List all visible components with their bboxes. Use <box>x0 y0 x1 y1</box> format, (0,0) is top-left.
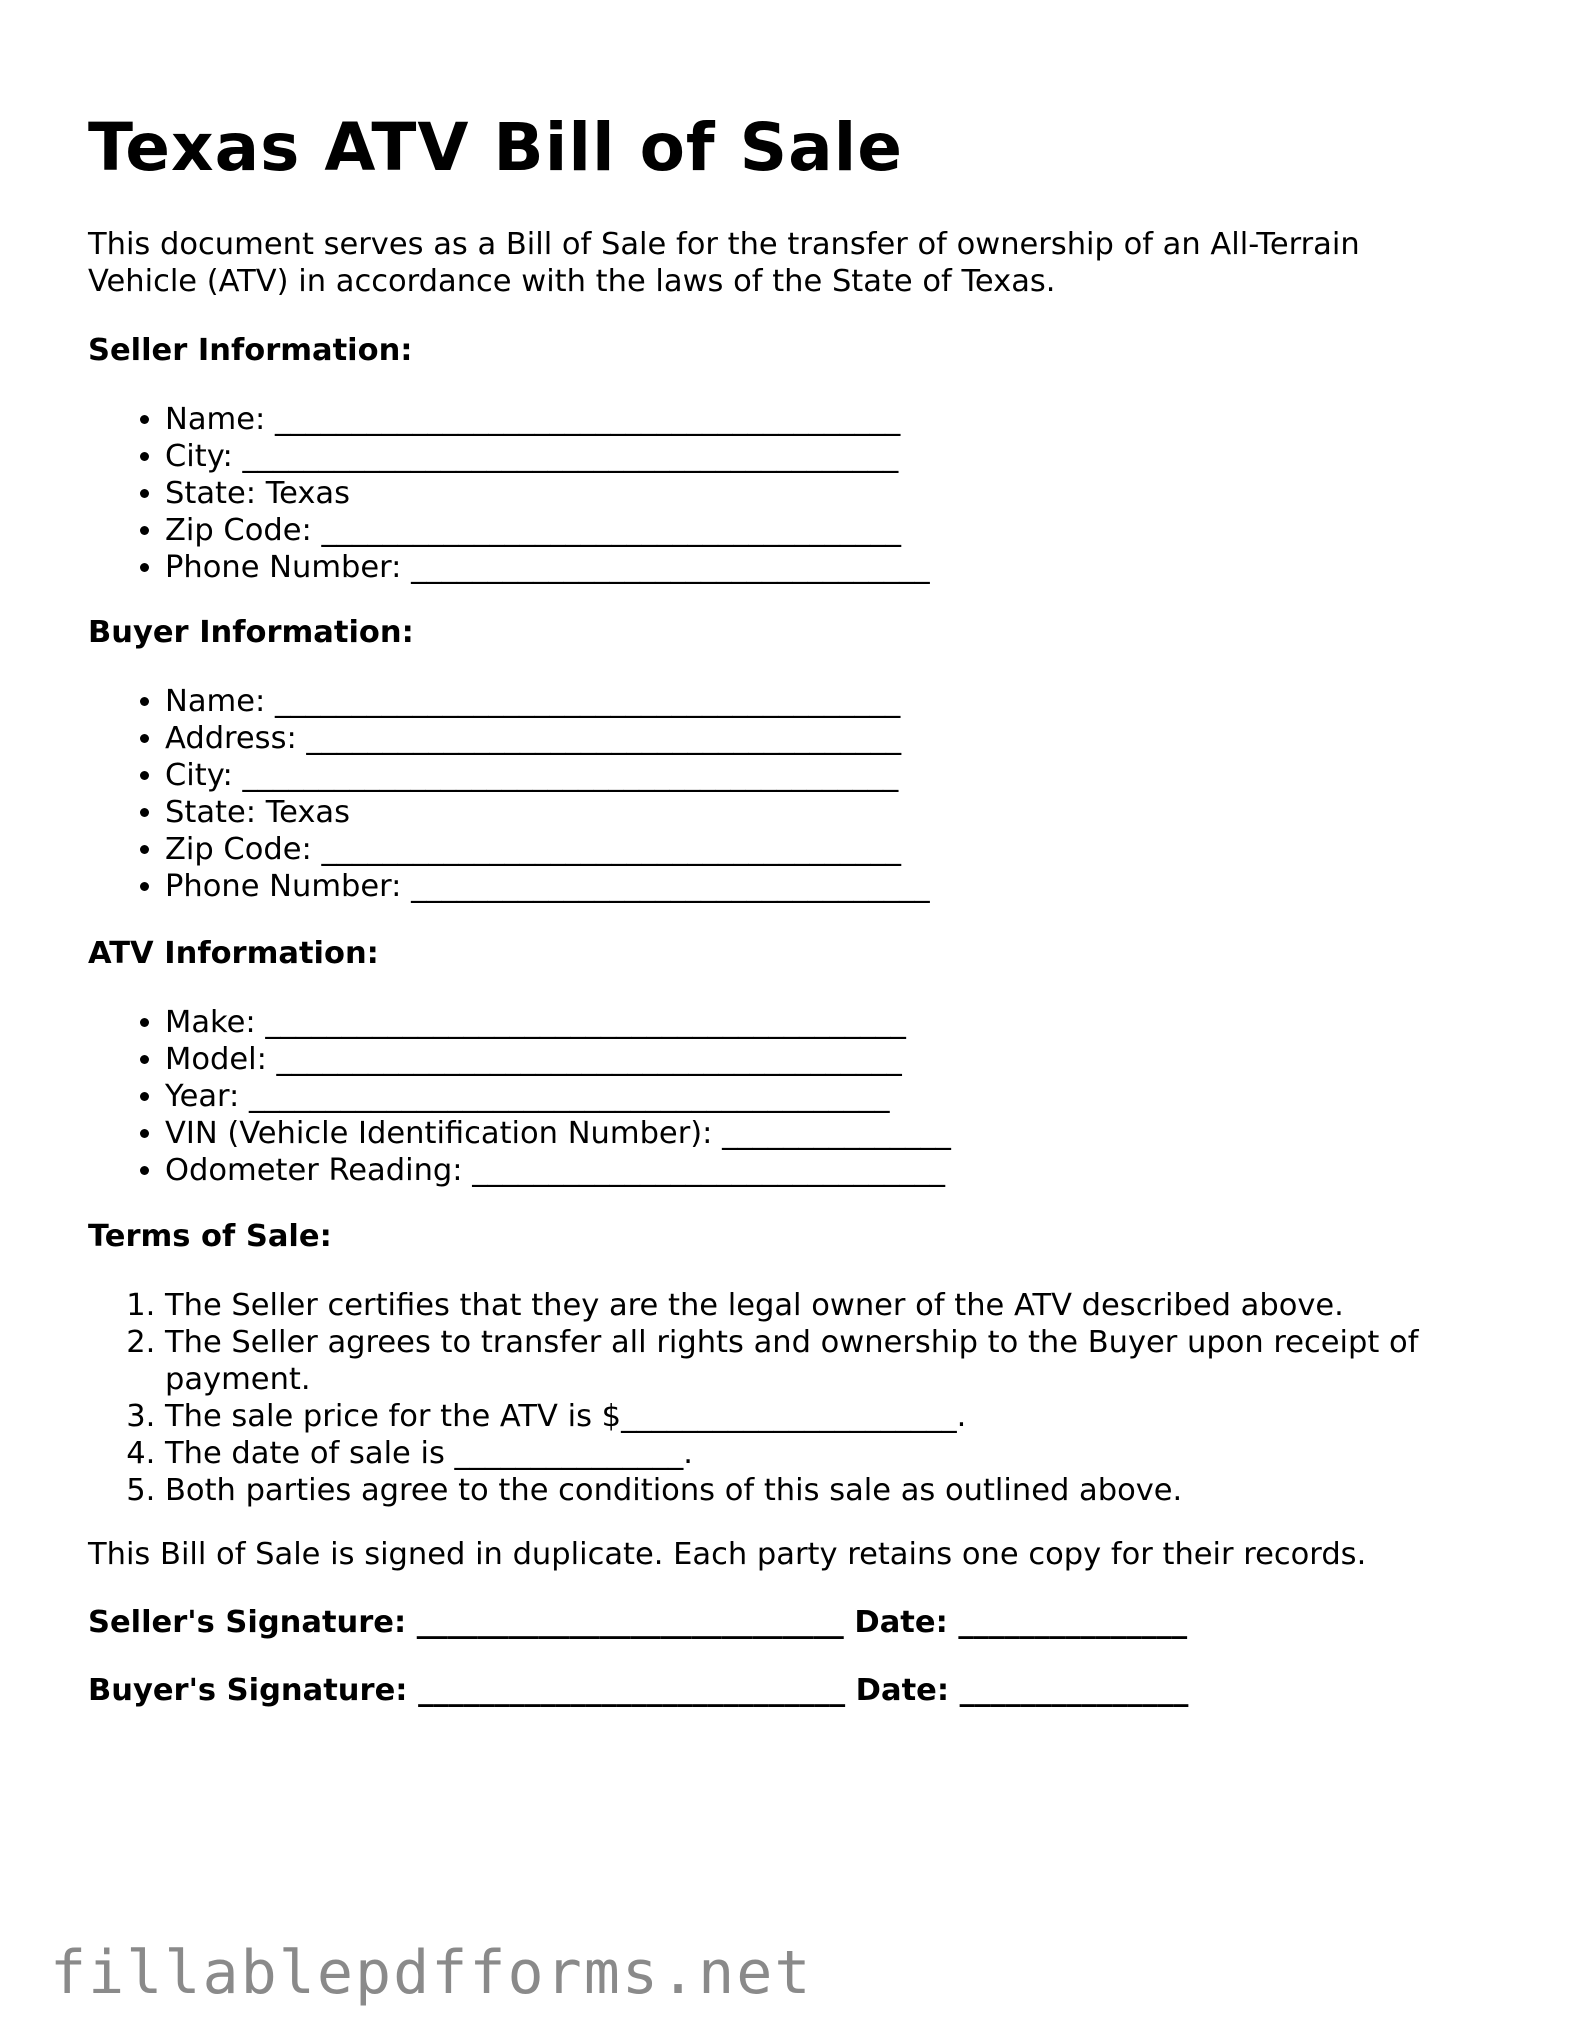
buyer-list <box>88 683 930 905</box>
term-item: 5. Both parties agree to the conditions of this sale as outlined above. <box>165 1472 1495 1509</box>
seller-name-field[interactable]: • Name: _________________________________________ <box>165 401 930 438</box>
seller-list <box>88 401 930 586</box>
terms-list <box>88 1287 1495 1509</box>
term-item-date[interactable]: 4. The date of sale is _______________. <box>165 1435 1495 1472</box>
buyer-city-field[interactable]: • City: ___________________________________________ <box>165 757 930 794</box>
seller-phone-field[interactable]: • Phone Number: __________________________________ <box>165 549 930 586</box>
atv-make-field[interactable]: • Make: __________________________________________ <box>165 1004 951 1041</box>
term-item-price[interactable]: 3. The sale price for the ATV is $______________________. <box>165 1398 1495 1435</box>
atv-model-field[interactable]: • Model: _________________________________________ <box>165 1041 951 1078</box>
buyer-address-field[interactable]: • Address: _______________________________________ <box>165 720 930 757</box>
atv-odometer-field[interactable]: • Odometer Reading: _______________________________ <box>165 1152 951 1189</box>
buyer-name-field[interactable]: • Name: _________________________________________ <box>165 683 930 720</box>
term-item: 1. The Seller certifies that they are the legal owner of the ATV described above. <box>165 1287 1495 1324</box>
atv-heading: ATV Information: <box>88 936 379 971</box>
buyer-zip-field[interactable]: • Zip Code: ______________________________________ <box>165 831 930 868</box>
atv-year-field[interactable]: • Year: __________________________________________ <box>165 1078 951 1115</box>
buyer-state-field: • State: Texas <box>165 794 930 831</box>
watermark-text: fillablepdfforms.net <box>50 1938 813 2008</box>
seller-heading: Seller Information: <box>88 333 413 368</box>
atv-vin-field[interactable]: • VIN (Vehicle Identification Number): _______________ <box>165 1115 951 1152</box>
term-item: 2. The Seller agrees to transfer all rights and ownership to the Buyer upon receipt of payment. <box>165 1324 1495 1398</box>
page-title: Texas ATV Bill of Sale <box>88 109 904 186</box>
buyer-signature-line[interactable]: Buyer's Signature: ____________________________ Date: _______________ <box>88 1673 1189 1708</box>
buyer-heading: Buyer Information: <box>88 615 414 650</box>
seller-state-field: • State: Texas <box>165 475 930 512</box>
terms-heading: Terms of Sale: <box>88 1219 332 1254</box>
seller-city-field[interactable]: • City: ___________________________________________ <box>165 438 930 475</box>
buyer-phone-field[interactable]: • Phone Number: __________________________________ <box>165 868 930 905</box>
intro-paragraph: This document serves as a Bill of Sale for the transfer of ownership of an All-Terrain Vehicle (ATV) in accordance with the laws of the State of Texas. <box>88 227 1360 299</box>
closing-paragraph: This Bill of Sale is signed in duplicate. Each party retains one copy for their records. <box>88 1537 1367 1572</box>
seller-zip-field[interactable]: • Zip Code: ______________________________________ <box>165 512 930 549</box>
atv-list <box>88 1004 951 1189</box>
seller-signature-line[interactable]: Seller's Signature: ____________________________ Date: _______________ <box>88 1605 1188 1640</box>
